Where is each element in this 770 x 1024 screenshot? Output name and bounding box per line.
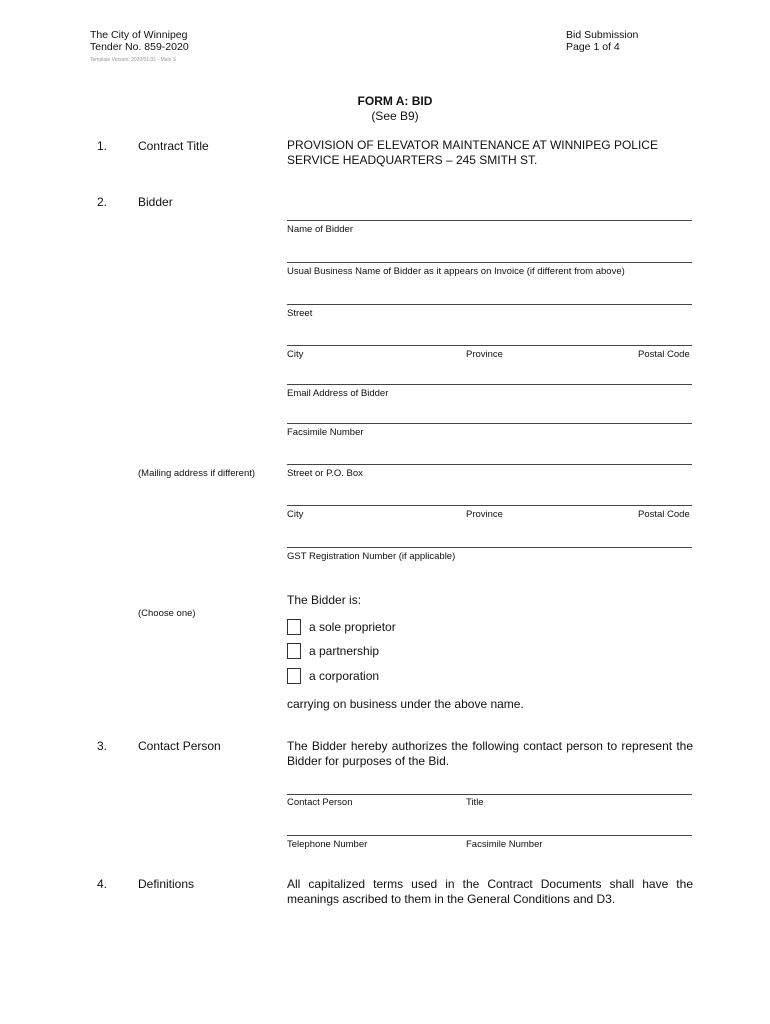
mailing-province-caption: Province <box>466 509 503 520</box>
header-page-number: Page 1 of 4 <box>566 41 620 53</box>
corporation-label: a corporation <box>309 668 380 683</box>
carrying-on-business-text: carrying on business under the above name. <box>287 697 524 711</box>
city-caption: City <box>287 349 304 360</box>
mailing-postal-code-caption: Postal Code <box>638 509 690 520</box>
contact-title-caption: Title <box>466 797 484 808</box>
contract-title-line-1: PROVISION OF ELEVATOR MAINTENANCE AT WINNIPEG POLICE <box>287 138 658 152</box>
name-of-bidder-caption: Name of Bidder <box>287 224 354 235</box>
section-1-number: 1. <box>97 139 108 153</box>
email-line[interactable] <box>287 384 692 385</box>
section-2-number: 2. <box>97 195 108 209</box>
contact-person-text: The Bidder hereby authorizes the following contact person to represent the Bidder for purposes of the Bid. <box>287 739 693 768</box>
header-bid-submission: Bid Submission <box>566 29 639 41</box>
postal-code-caption: Postal Code <box>638 349 690 360</box>
street-po-box-caption: Street or P.O. Box <box>287 468 363 479</box>
facsimile-line[interactable] <box>287 423 692 424</box>
option-partnership[interactable] <box>287 643 379 659</box>
section-3-number: 3. <box>97 739 108 753</box>
bidder-is-label: The Bidder is: <box>287 593 362 607</box>
street-caption: Street <box>287 308 313 319</box>
facsimile-caption: Facsimile Number <box>287 427 364 438</box>
choose-one-label: (Choose one) <box>138 608 196 619</box>
gst-line[interactable] <box>287 547 692 548</box>
street-po-box-line[interactable] <box>287 464 692 465</box>
partnership-label: a partnership <box>309 643 380 658</box>
city-province-postal-line[interactable] <box>287 345 692 346</box>
contact-facsimile-caption: Facsimile Number <box>466 839 543 850</box>
sole-proprietor-checkbox[interactable] <box>287 619 301 635</box>
contract-title-line-2: SERVICE HEADQUARTERS – 245 SMITH ST. <box>287 153 538 167</box>
header-city: The City of Winnipeg <box>90 29 188 41</box>
template-version: Template Version: 2020/01/31 - Main S <box>90 57 177 63</box>
form-title: FORM A: BID <box>357 94 433 108</box>
business-name-caption: Usual Business Name of Bidder as it appears on Invoice (if different from above) <box>287 266 625 277</box>
option-corporation[interactable] <box>287 668 379 684</box>
section-4-number: 4. <box>97 877 108 891</box>
mailing-address-label: (Mailing address if different) <box>138 468 256 479</box>
partnership-checkbox[interactable] <box>287 643 301 659</box>
corporation-checkbox[interactable] <box>287 668 301 684</box>
sole-proprietor-label: a sole proprietor <box>309 619 396 634</box>
street-line[interactable] <box>287 304 692 305</box>
email-caption: Email Address of Bidder <box>287 388 389 399</box>
telephone-caption: Telephone Number <box>287 839 368 850</box>
mailing-city-province-postal-line[interactable] <box>287 505 692 506</box>
name-of-bidder-line[interactable] <box>287 220 692 221</box>
section-1-label: Contract Title <box>138 139 209 153</box>
definitions-text: All capitalized terms used in the Contract Documents shall have the meanings ascribed to them in the General Conditions and D3. <box>287 877 693 906</box>
section-4-label: Definitions <box>138 877 195 891</box>
province-caption: Province <box>466 349 503 360</box>
contact-person-title-line[interactable] <box>287 794 692 795</box>
telephone-facsimile-line[interactable] <box>287 835 692 836</box>
gst-caption: GST Registration Number (if applicable) <box>287 551 456 562</box>
form-subtitle: (See B9) <box>371 109 419 123</box>
section-2-label: Bidder <box>138 195 173 209</box>
option-sole-proprietor[interactable] <box>287 619 396 635</box>
contact-person-caption: Contact Person <box>287 797 353 808</box>
section-3-label: Contact Person <box>138 739 221 753</box>
mailing-city-caption: City <box>287 509 304 520</box>
business-name-line[interactable] <box>287 262 692 263</box>
header-tender-number: Tender No. 859-2020 <box>90 41 189 53</box>
